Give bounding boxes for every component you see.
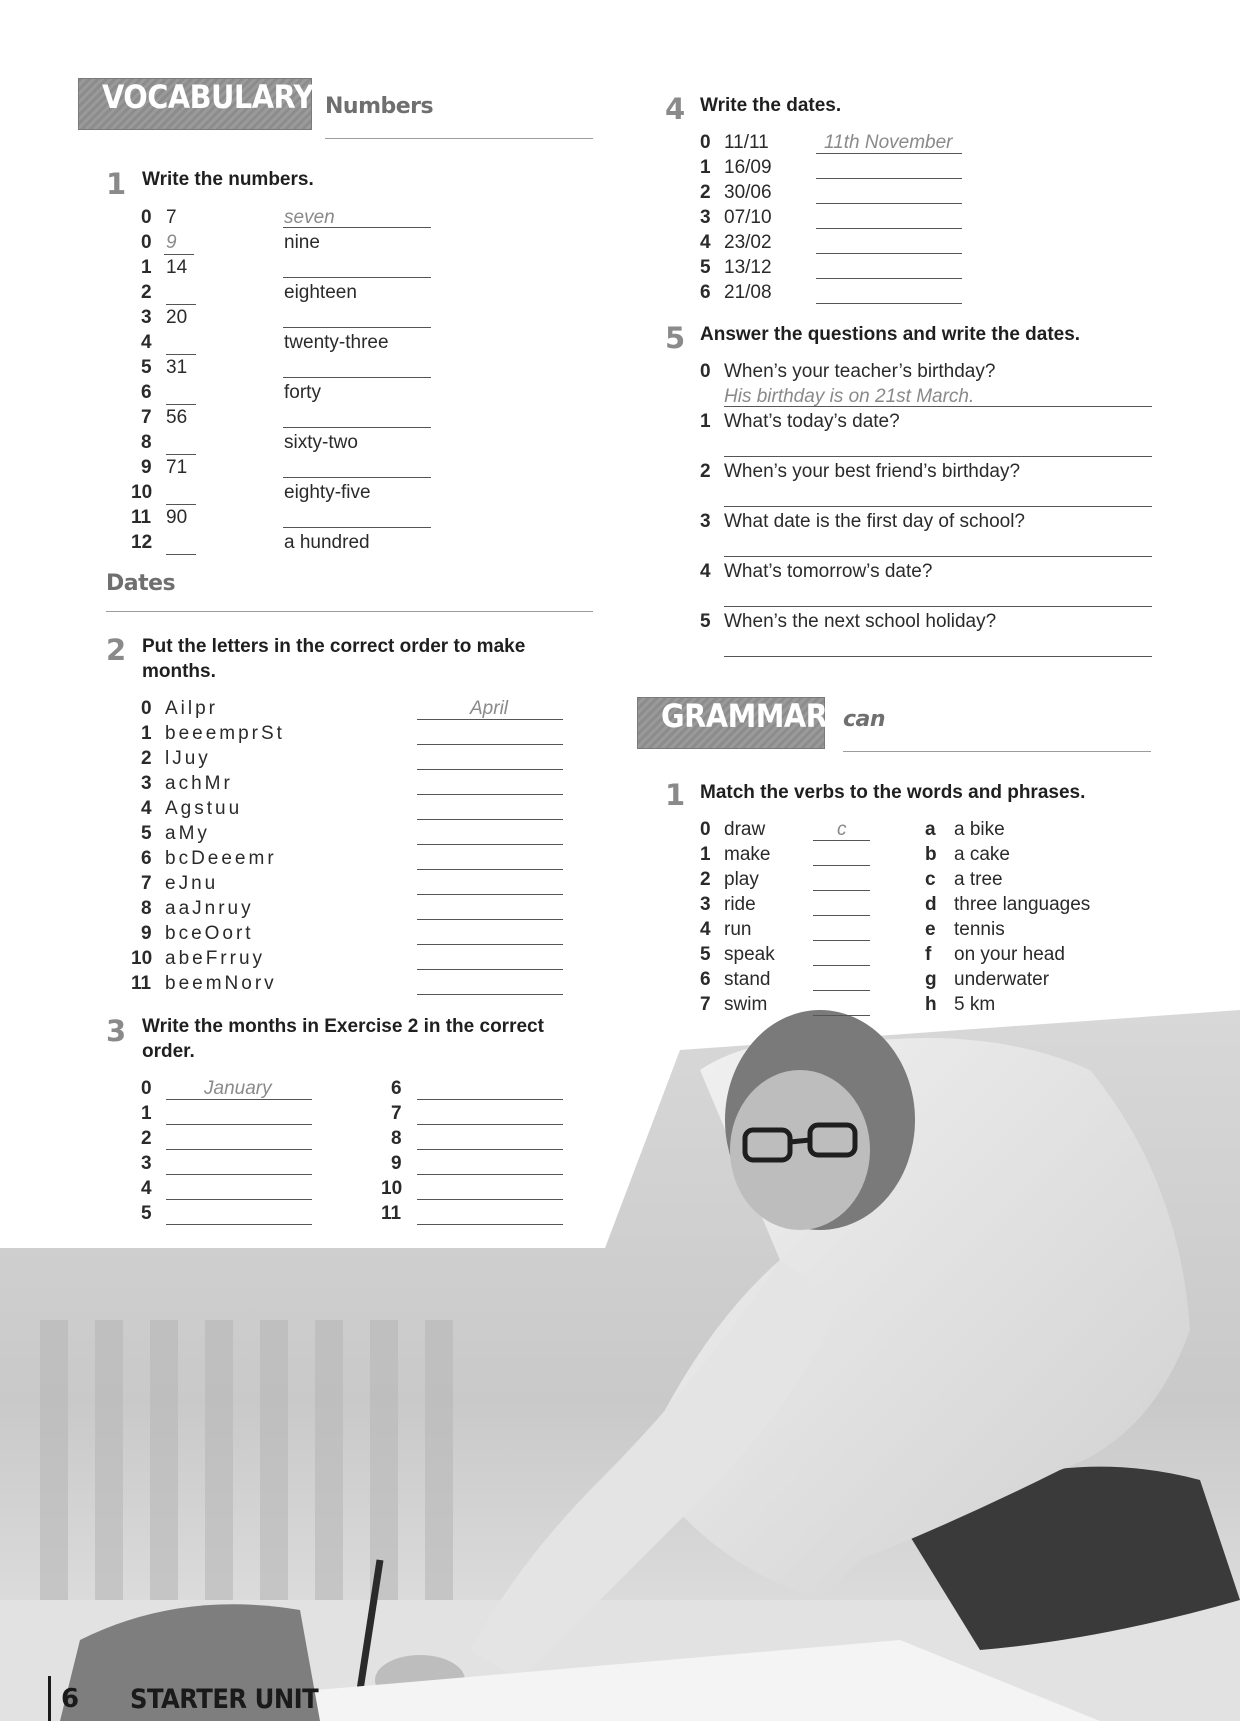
ex4-number: 4 — [665, 92, 686, 126]
dates-subhead-line — [106, 611, 593, 612]
ex4-date: 16/09 — [724, 157, 772, 178]
ex1-left-blank[interactable] — [166, 554, 196, 555]
grammar-phrase-letter: e — [925, 919, 936, 940]
ex1-item-number: 2 — [141, 282, 152, 303]
ex5-question: What’s today’s date? — [724, 411, 900, 432]
grammar-verb-number: 6 — [700, 969, 711, 990]
grammar-verb: make — [724, 844, 771, 865]
ex1-right-blank[interactable] — [283, 277, 431, 278]
ex2-scrambled-letters: eJnu — [165, 873, 219, 894]
grammar-verb-number: 0 — [700, 819, 711, 840]
grammar-verb-number: 7 — [700, 994, 711, 1015]
ex1-right-blank[interactable] — [283, 477, 431, 478]
ex4-item-number: 5 — [700, 257, 711, 278]
ex4-item-number: 4 — [700, 232, 711, 253]
ex1-left-number: 14 — [166, 257, 188, 278]
ex1-item-number: 11 — [131, 507, 152, 528]
grammar-answer-blank[interactable] — [813, 990, 870, 991]
ex4-answer: 11th November — [824, 132, 953, 153]
ex2-item-number: 11 — [131, 973, 152, 994]
grammar-verb: draw — [724, 819, 766, 840]
grammar-phrase-letter: c — [925, 869, 936, 890]
ex2-scrambled-letters: aMy — [165, 823, 210, 844]
ex1-right-blank[interactable] — [283, 377, 431, 378]
ex5-question: When’s your teacher’s birthday? — [724, 361, 996, 382]
ex3-item-number: 8 — [391, 1128, 402, 1149]
ex2-scrambled-letters: beemNorv — [165, 973, 277, 994]
ex1-item-number: 9 — [141, 457, 152, 478]
ex2-number: 2 — [106, 633, 127, 667]
ex1-left-number: 7 — [166, 207, 177, 228]
grammar-verb: ride — [724, 894, 756, 915]
grammar-verb-number: 1 — [700, 844, 711, 865]
grammar-phrase-letter: f — [925, 944, 932, 965]
ex2-answer-blank[interactable] — [417, 894, 563, 895]
ex3-answer-blank[interactable] — [166, 1174, 312, 1175]
grammar-phrase-letter: h — [925, 994, 937, 1015]
ex2-scrambled-letters: aaJnruy — [165, 898, 254, 919]
ex4-date: 11/11 — [724, 132, 769, 153]
grammar-verb: run — [724, 919, 752, 940]
ex1-item-number: 8 — [141, 432, 152, 453]
ex4-answer-blank[interactable] — [816, 178, 962, 179]
ex3-title-line1: Write the months in Exercise 2 in the correct — [142, 1016, 544, 1037]
ex3-item-number: 10 — [381, 1178, 403, 1199]
ex1-right-blank[interactable] — [283, 527, 431, 528]
ex2-item-number: 9 — [141, 923, 152, 944]
dates-subhead: Dates — [106, 571, 176, 596]
ex5-question: When’s the next school holiday? — [724, 611, 997, 632]
ex2-answer-blank[interactable] — [417, 944, 563, 945]
page-number: 6 — [61, 1684, 80, 1714]
footer-bar — [48, 1676, 51, 1721]
grammar-ex1-number: 1 — [665, 778, 686, 812]
ex3-answer: January — [204, 1078, 272, 1099]
grammar-answer: c — [837, 819, 847, 840]
ex3-title-line2: order. — [142, 1041, 195, 1062]
ex2-item-number: 4 — [141, 798, 152, 819]
ex1-left-number: 31 — [166, 357, 188, 378]
ex3-item-number: 0 — [141, 1078, 152, 1099]
ex1-item-number: 5 — [141, 357, 152, 378]
unit-title: STARTER UNIT — [130, 1684, 319, 1715]
numbers-subhead-line — [325, 138, 593, 139]
vocabulary-banner — [78, 70, 314, 132]
grammar-verb: stand — [724, 969, 771, 990]
ex1-item-number: 1 — [141, 257, 152, 278]
ex2-scrambled-letters: bceOort — [165, 923, 254, 944]
ex1-right-word: forty — [284, 382, 321, 403]
ex3-item-number: 6 — [391, 1078, 402, 1099]
ex1-item-number: 4 — [141, 332, 152, 353]
ex1-item-number: 6 — [141, 382, 152, 403]
ex4-answer-blank[interactable] — [816, 303, 962, 304]
ex4-answer-blank[interactable] — [816, 203, 962, 204]
can-subhead: can — [843, 707, 886, 732]
ex2-item-number: 3 — [141, 773, 152, 794]
ex3-item-number: 3 — [141, 1153, 152, 1174]
grammar-verb-number: 5 — [700, 944, 711, 965]
ex2-answer-blank[interactable] — [417, 819, 563, 820]
ex1-left-number: 90 — [166, 507, 188, 528]
ex5-item-number: 4 — [700, 561, 711, 582]
ex1-item-number: 0 — [141, 207, 152, 228]
ex5-answer-blank[interactable] — [724, 506, 1152, 507]
ex3-answer-blank[interactable] — [417, 1099, 563, 1100]
ex4-date: 23/02 — [724, 232, 772, 253]
grammar-phrase-letter: d — [925, 894, 937, 915]
ex5-question: What’s tomorrow’s date? — [724, 561, 933, 582]
ex1-right-word: eighteen — [284, 282, 357, 303]
ex5-answer-blank[interactable] — [724, 456, 1152, 457]
ex2-answer-blank[interactable] — [417, 994, 563, 995]
grammar-phrase: underwater — [954, 969, 1050, 990]
ex2-item-number: 0 — [141, 698, 152, 719]
grammar-verb-number: 3 — [700, 894, 711, 915]
ex3-answer-blank[interactable] — [417, 1149, 563, 1150]
grammar-phrase: 5 km — [954, 994, 996, 1015]
ex2-scrambled-letters: achMr — [165, 773, 233, 794]
grammar-verb-number: 2 — [700, 869, 711, 890]
ex5-number: 5 — [665, 321, 686, 355]
grammar-phrase: a cake — [954, 844, 1010, 865]
ex3-answer-blank[interactable] — [166, 1149, 312, 1150]
ex2-title-line1: Put the letters in the correct order to make — [142, 636, 526, 657]
ex4-date: 21/08 — [724, 282, 772, 303]
ex2-answer-blank[interactable] — [417, 719, 563, 720]
ex3-item-number: 1 — [141, 1103, 152, 1124]
ex1-right-blank[interactable] — [283, 327, 431, 328]
grammar-phrase: tennis — [954, 919, 1005, 940]
ex3-answer-blank[interactable] — [417, 1199, 563, 1200]
grammar-phrase: on your head — [954, 944, 1065, 965]
ex3-answer-blank[interactable] — [166, 1224, 312, 1225]
ex1-left-number: 71 — [166, 457, 188, 478]
grammar-verb: swim — [724, 994, 768, 1015]
ex5-answer-blank[interactable] — [724, 656, 1152, 657]
ex2-item-number: 10 — [131, 948, 153, 969]
grammar-phrase: a bike — [954, 819, 1005, 840]
ex5-item-number: 3 — [700, 511, 711, 532]
ex3-item-number: 2 — [141, 1128, 152, 1149]
ex1-right-word: sixty-two — [284, 432, 358, 453]
ex4-item-number: 0 — [700, 132, 711, 153]
ex1-item-number: 3 — [141, 307, 152, 328]
grammar-ex1-title: Match the verbs to the words and phrases. — [700, 782, 1086, 803]
ex5-answer: His birthday is on 21st March. — [724, 386, 975, 407]
ex2-answer-blank[interactable] — [417, 919, 563, 920]
ex2-scrambled-letters: bcDeeemr — [165, 848, 277, 869]
grammar-answer-blank[interactable] — [813, 865, 870, 866]
ex1-right-word: twenty-three — [284, 332, 389, 353]
ex3-answer-blank[interactable] — [166, 1099, 312, 1100]
ex3-item-number: 4 — [141, 1178, 152, 1199]
grammar-phrase: a tree — [954, 869, 1003, 890]
ex4-date: 13/12 — [724, 257, 772, 278]
ex2-item-number: 5 — [141, 823, 152, 844]
ex2-scrambled-letters: beeemprSt — [165, 723, 285, 744]
ex3-item-number: 5 — [141, 1203, 152, 1224]
ex4-item-number: 3 — [700, 207, 711, 228]
ex2-scrambled-letters: abeFrruy — [165, 948, 266, 969]
ex5-question: When’s your best friend’s birthday? — [724, 461, 1021, 482]
ex2-item-number: 1 — [141, 723, 152, 744]
ex5-answer-blank[interactable] — [724, 606, 1152, 607]
ex1-right-blank[interactable] — [283, 227, 431, 228]
grammar-banner-text: GRAMMAR — [661, 697, 828, 735]
ex1-right-word: nine — [284, 232, 320, 253]
ex2-scrambled-letters: lJuy — [165, 748, 211, 769]
ex1-number: 1 — [106, 167, 127, 201]
ex2-answer-blank[interactable] — [417, 794, 563, 795]
grammar-answer-blank[interactable] — [813, 840, 870, 841]
grammar-phrase-letter: g — [925, 969, 937, 990]
ex1-item-number: 0 — [141, 232, 152, 253]
ex4-date: 07/10 — [724, 207, 772, 228]
ex3-item-number: 11 — [381, 1203, 402, 1224]
ex3-item-number: 7 — [391, 1103, 402, 1124]
ex3-answer-blank[interactable] — [417, 1124, 563, 1125]
grammar-verb: speak — [724, 944, 775, 965]
grammar-banner — [637, 689, 827, 751]
ex4-answer-blank[interactable] — [816, 228, 962, 229]
vocabulary-banner-text: VOCABULARY — [102, 78, 314, 116]
ex4-date: 30/06 — [724, 182, 772, 203]
ex1-item-number: 7 — [141, 407, 152, 428]
ex2-answer-blank[interactable] — [417, 744, 563, 745]
ex5-answer-blank[interactable] — [724, 556, 1152, 557]
ex4-item-number: 2 — [700, 182, 711, 203]
ex4-answer-blank[interactable] — [816, 253, 962, 254]
ex3-number: 3 — [106, 1014, 127, 1048]
ex1-right-answer: seven — [284, 207, 335, 228]
ex4-title: Write the dates. — [700, 95, 842, 116]
grammar-answer-blank[interactable] — [813, 890, 870, 891]
ex2-item-number: 6 — [141, 848, 152, 869]
ex4-item-number: 6 — [700, 282, 711, 303]
grammar-answer-blank[interactable] — [813, 940, 870, 941]
ex5-item-number: 0 — [700, 361, 711, 382]
ex2-answer-blank[interactable] — [417, 844, 563, 845]
ex5-question: What date is the first day of school? — [724, 511, 1025, 532]
grammar-phrase: three languages — [954, 894, 1091, 915]
ex2-scrambled-letters: Ailpr — [165, 698, 219, 719]
ex1-item-number: 10 — [131, 482, 153, 503]
ex3-answer-blank[interactable] — [417, 1174, 563, 1175]
ex2-title-line2: months. — [142, 661, 216, 682]
grammar-answer-blank[interactable] — [813, 1015, 870, 1016]
ex2-item-number: 8 — [141, 898, 152, 919]
grammar-answer-blank[interactable] — [813, 965, 870, 966]
ex3-answer-blank[interactable] — [417, 1224, 563, 1225]
ex2-answer: April — [470, 698, 509, 719]
ex2-answer-blank[interactable] — [417, 969, 563, 970]
grammar-phrase-letter: a — [925, 819, 936, 840]
grammar-verb-number: 4 — [700, 919, 711, 940]
ex2-answer-blank[interactable] — [417, 769, 563, 770]
ex4-answer-blank[interactable] — [816, 278, 962, 279]
ex1-left-answer: 9 — [166, 232, 177, 253]
ex1-left-number: 20 — [166, 307, 188, 328]
ex3-answer-blank[interactable] — [166, 1199, 312, 1200]
ex1-right-word: a hundred — [284, 532, 370, 553]
ex2-answer-blank[interactable] — [417, 869, 563, 870]
ex1-item-number: 12 — [131, 532, 153, 553]
ex2-scrambled-letters: Agstuu — [165, 798, 243, 819]
ex5-item-number: 2 — [700, 461, 711, 482]
numbers-subhead: Numbers — [325, 94, 434, 119]
ex1-right-blank[interactable] — [283, 427, 431, 428]
ex5-title: Answer the questions and write the dates. — [700, 324, 1081, 345]
ex1-left-number: 56 — [166, 407, 188, 428]
ex4-item-number: 1 — [700, 157, 711, 178]
ex5-item-number: 1 — [700, 411, 711, 432]
ex5-item-number: 5 — [700, 611, 711, 632]
ex1-title: Write the numbers. — [142, 169, 314, 190]
ex2-item-number: 2 — [141, 748, 152, 769]
can-subhead-line — [843, 751, 1151, 752]
ex3-answer-blank[interactable] — [166, 1124, 312, 1125]
grammar-answer-blank[interactable] — [813, 915, 870, 916]
ex2-item-number: 7 — [141, 873, 152, 894]
grammar-phrase-letter: b — [925, 844, 937, 865]
ex5-answer-blank[interactable] — [724, 406, 1152, 407]
ex4-answer-blank[interactable] — [816, 153, 962, 154]
ex1-right-word: eighty-five — [284, 482, 371, 503]
ex3-item-number: 9 — [391, 1153, 402, 1174]
grammar-verb: play — [724, 869, 759, 890]
